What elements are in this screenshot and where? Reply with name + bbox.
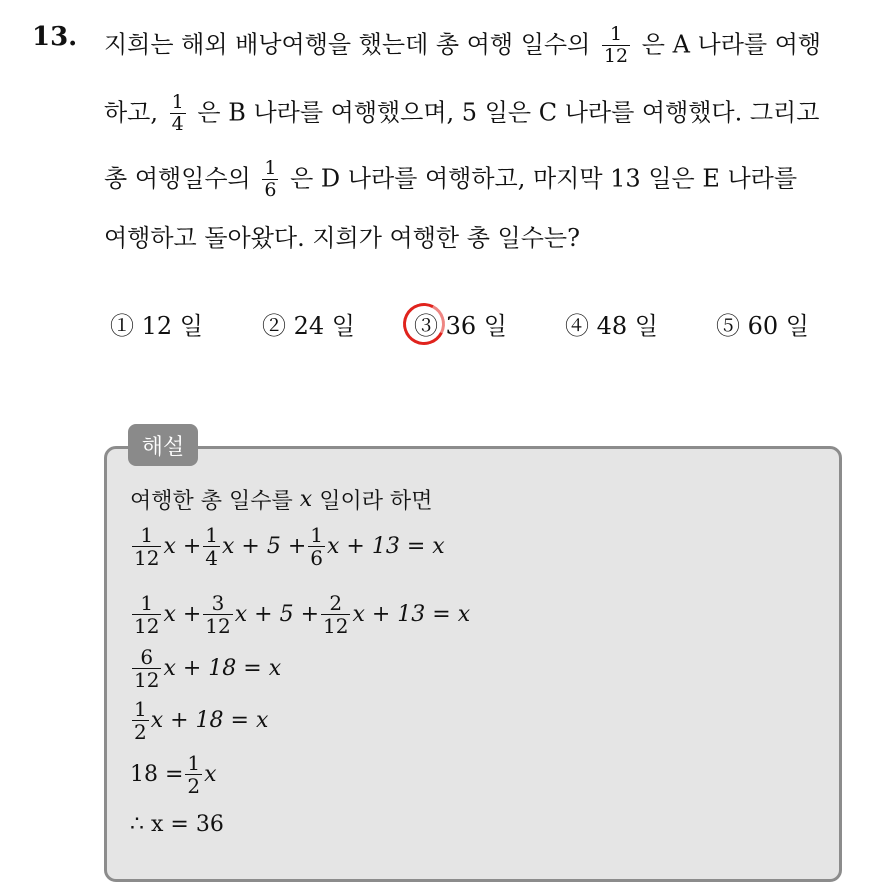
equation-5: 18 = $\frac{1}{2}$ x <box>130 751 217 799</box>
equation-6: ∴ x = 36 <box>130 812 224 837</box>
choice-1[interactable]: ① 12 일 <box>110 312 203 340</box>
solution-intro: 여행한 총 일수를 x 일이라 하면 <box>130 487 433 514</box>
equation-3: $\frac{6}{12}$ x + 18 = x <box>134 645 282 693</box>
answer-choices <box>110 306 830 346</box>
question-line-1: 지희는 해외 배낭여행을 했는데 총 여행 일수의 $\frac{1}{12}$ 은 A 나라를 여행 <box>104 23 822 68</box>
equation-4: $\frac{1}{2}$ x + 18 = x <box>134 697 269 745</box>
question-line-2: 하고, $\frac{1}{4}$ 은 B 나라를 여행했으며, 5 일은 C 나라를 여행했다. 그리고 <box>104 91 820 136</box>
question-number: 13. <box>32 22 78 52</box>
choice-5[interactable]: ⑤ 60 일 <box>716 312 809 340</box>
equation-2: $\frac{1}{12}$ x + $\frac{3}{12}$ x + 5 + $\frac{2}{12}$ x + 13 = x <box>134 591 471 639</box>
choice-2[interactable]: ② 24 일 <box>262 312 355 340</box>
solution-tab-label: 해설 <box>128 424 198 466</box>
fraction-1-12: $\frac{1}{12}$ <box>603 23 629 68</box>
choice-3[interactable]: ③ 36 일 <box>414 312 507 340</box>
fraction-1-4: $\frac{1}{4}$ <box>171 91 184 136</box>
question-line-4: 여행하고 돌아왔다. 지희가 여행한 총 일수는? <box>104 224 580 252</box>
choice-4[interactable]: ④ 48 일 <box>565 312 658 340</box>
equation-1: $\frac{1}{12}$ x + $\frac{1}{4}$ x + 5 + $\frac{1}{6}$ x + 13 = x <box>134 523 445 571</box>
question-line-3: 총 여행일수의 $\frac{1}{6}$ 은 D 나라를 여행하고, 마지막 13 일은 E 나라를 <box>104 157 798 202</box>
fraction-1-6: $\frac{1}{6}$ <box>264 157 277 202</box>
